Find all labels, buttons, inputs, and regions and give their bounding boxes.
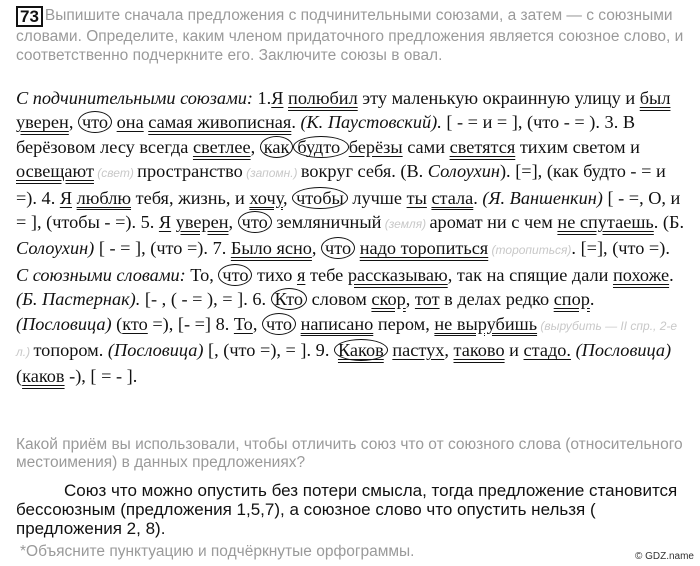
answer-paragraph: [16, 86, 691, 263]
subject: кто: [122, 313, 148, 334]
scheme: [ - = и = ], (что - = ).: [441, 112, 600, 133]
author: (Пословица): [575, 340, 672, 361]
subject: ты: [406, 187, 427, 208]
predicate: не вырубишь: [434, 313, 538, 334]
handwritten-answer: [16, 86, 691, 389]
text: .: [291, 112, 301, 133]
orthogram-note: (земля): [381, 217, 430, 232]
subordinating-section-label: С подчинительными союзами:: [16, 88, 253, 108]
text: .: [473, 187, 483, 208]
text: ,: [68, 112, 78, 133]
scheme: ). [=], (как будто - = и =).: [16, 161, 666, 208]
subject: она: [116, 112, 144, 133]
orthogram-note: (вырубить — II спр., 2-е л.): [16, 318, 678, 360]
predicate: уверен: [175, 212, 229, 233]
predicate: стала: [431, 187, 474, 208]
sentence-number: 9.: [315, 340, 334, 361]
scheme: [ - =, О, и = ], (чтобы - =).: [16, 187, 681, 233]
text: эту маленькую окраинную улицу и: [357, 88, 640, 108]
text: (: [16, 366, 23, 387]
text: ,: [250, 136, 260, 157]
text: топором.: [33, 340, 108, 361]
text: .: [669, 264, 674, 285]
text: тебя, жизнь, и: [131, 187, 250, 208]
text: в делах редко: [439, 289, 554, 310]
predicate: написано: [300, 313, 374, 334]
subject: Я: [158, 212, 172, 233]
answer-reply: [16, 481, 688, 538]
predicate: не спутаешь: [557, 212, 654, 233]
conjunction-oval: что: [78, 111, 112, 133]
sentence-number: 4.: [41, 187, 60, 208]
subject: я: [296, 264, 306, 285]
task-instruction: Выпишите сначала предложения с подчинительными союзами, а затем — с союзными словами. Определите, каким членом придаточного предложения является союзное слово, и соответственно подчеркните его. Заключите союзы в овал.: [16, 7, 684, 64]
conjunctive-words-section-label: С союзными словами:: [16, 264, 186, 285]
predicate: светятся: [449, 136, 516, 157]
subject: пастух: [392, 340, 445, 361]
sentence-number: 5.: [140, 212, 159, 233]
author: (Пословица): [16, 313, 112, 334]
orthogram-note: (торопиться): [488, 243, 572, 258]
predicate: полюбил: [288, 88, 358, 108]
conjunction-oval: чтобы: [292, 187, 348, 209]
text: ,: [228, 212, 238, 233]
scheme: =), [- =]: [147, 313, 212, 334]
subject: стадо.: [523, 340, 571, 361]
text: и: [504, 340, 524, 361]
conjunctive-word-oval: Кто: [271, 288, 307, 310]
predicate: спор: [553, 289, 590, 310]
orthogram-note: (свет): [93, 166, 138, 181]
predicate: скор: [371, 289, 406, 310]
predicate: Было ясно: [230, 238, 312, 259]
author: (Я. Ваншенкин): [482, 187, 603, 208]
sentence-number: 8.: [215, 313, 234, 334]
text: тебе: [305, 264, 348, 285]
text: ,: [282, 187, 293, 208]
scheme: [ - = ], (что =).: [94, 238, 208, 259]
text: тихо: [252, 264, 297, 285]
predicate: хочу: [249, 187, 283, 208]
text: (: [111, 313, 123, 334]
subject: берёзы: [348, 136, 403, 157]
author: Солоухин): [16, 238, 95, 259]
subject: тот: [414, 289, 440, 310]
subject: Я: [271, 88, 284, 108]
conjunction-oval: что: [321, 237, 355, 259]
text: ,: [311, 238, 322, 259]
predicate: светлее: [192, 136, 251, 157]
answer-paragraph: [16, 263, 691, 389]
author: (Пословица): [107, 340, 204, 361]
predicate: был уверен: [16, 88, 671, 133]
task-number: 73: [16, 6, 43, 27]
predicate: освещают: [16, 161, 94, 182]
predicate: надо торопиться: [359, 238, 489, 259]
question-text: Какой приём вы использовали, чтобы отличить союз что от союзного слова (относительного местоимения) в данных предложениях?: [16, 436, 683, 471]
predicate: люблю: [76, 187, 132, 208]
text: пером,: [373, 313, 435, 334]
conjunctive-word-oval: Каков: [334, 339, 388, 361]
scheme: [, (что =), = ].: [203, 340, 312, 361]
sentence-number: 6.: [252, 289, 271, 310]
text: земляничный: [271, 212, 382, 233]
predicate: рассказываю: [347, 264, 448, 285]
author: Солоухин: [427, 161, 500, 182]
author: (Б. Пастернак).: [16, 289, 141, 310]
text: . (Б.: [653, 212, 685, 233]
author: (К. Паустовский).: [300, 112, 442, 133]
scheme: [- , ( - = ), = ].: [140, 289, 248, 310]
footnote: *Объясните пунктуацию и подчёркнутые орфограммы.: [20, 543, 415, 560]
conjunction-oval: как: [260, 136, 294, 158]
text: пространство: [137, 161, 243, 182]
subject: Я: [59, 187, 73, 208]
sentence-number: 1.: [252, 88, 272, 108]
predicate: таково: [453, 340, 505, 361]
subject: То: [233, 313, 253, 334]
text: ,: [252, 313, 262, 334]
text: тихим светом и: [515, 136, 640, 157]
text: сами: [402, 136, 450, 157]
text: лучше: [347, 187, 407, 208]
conjunction-oval: что: [238, 211, 272, 233]
text: словом: [307, 289, 372, 310]
text: аромат ни с чем: [429, 212, 558, 233]
text: ,: [405, 289, 415, 310]
watermark: © GDZ.name: [634, 551, 694, 562]
text: вокруг себя. (В.: [300, 161, 428, 182]
scheme: . [=], (что =).: [571, 238, 670, 259]
text: ,: [444, 340, 454, 361]
predicate: каков: [22, 366, 65, 387]
conjunctive-word-oval: что: [262, 313, 296, 335]
text: , так на спящие дали: [447, 264, 613, 285]
scheme: -), [ = - ].: [64, 366, 138, 387]
sentence-number: 7.: [212, 238, 231, 259]
reply-text: Союз что можно опустить без потери смысла, тогда предложение становится бессоюзным (предложения 1,5,7), а союзное слово что опустить нельзя ( предложения 2, 8).: [16, 481, 678, 538]
sentence-number: 3. В берёзовом лесу всегда: [16, 112, 636, 157]
predicate: самая живописная: [148, 112, 292, 133]
orthogram-note: (запомн.): [242, 166, 301, 181]
task-instruction-block: [16, 6, 688, 65]
conjunctive-word-oval: что: [218, 264, 252, 286]
conjunction-oval: будто: [293, 136, 348, 158]
predicate: похоже: [612, 264, 670, 285]
text: То,: [185, 264, 219, 285]
text: .: [589, 289, 595, 310]
